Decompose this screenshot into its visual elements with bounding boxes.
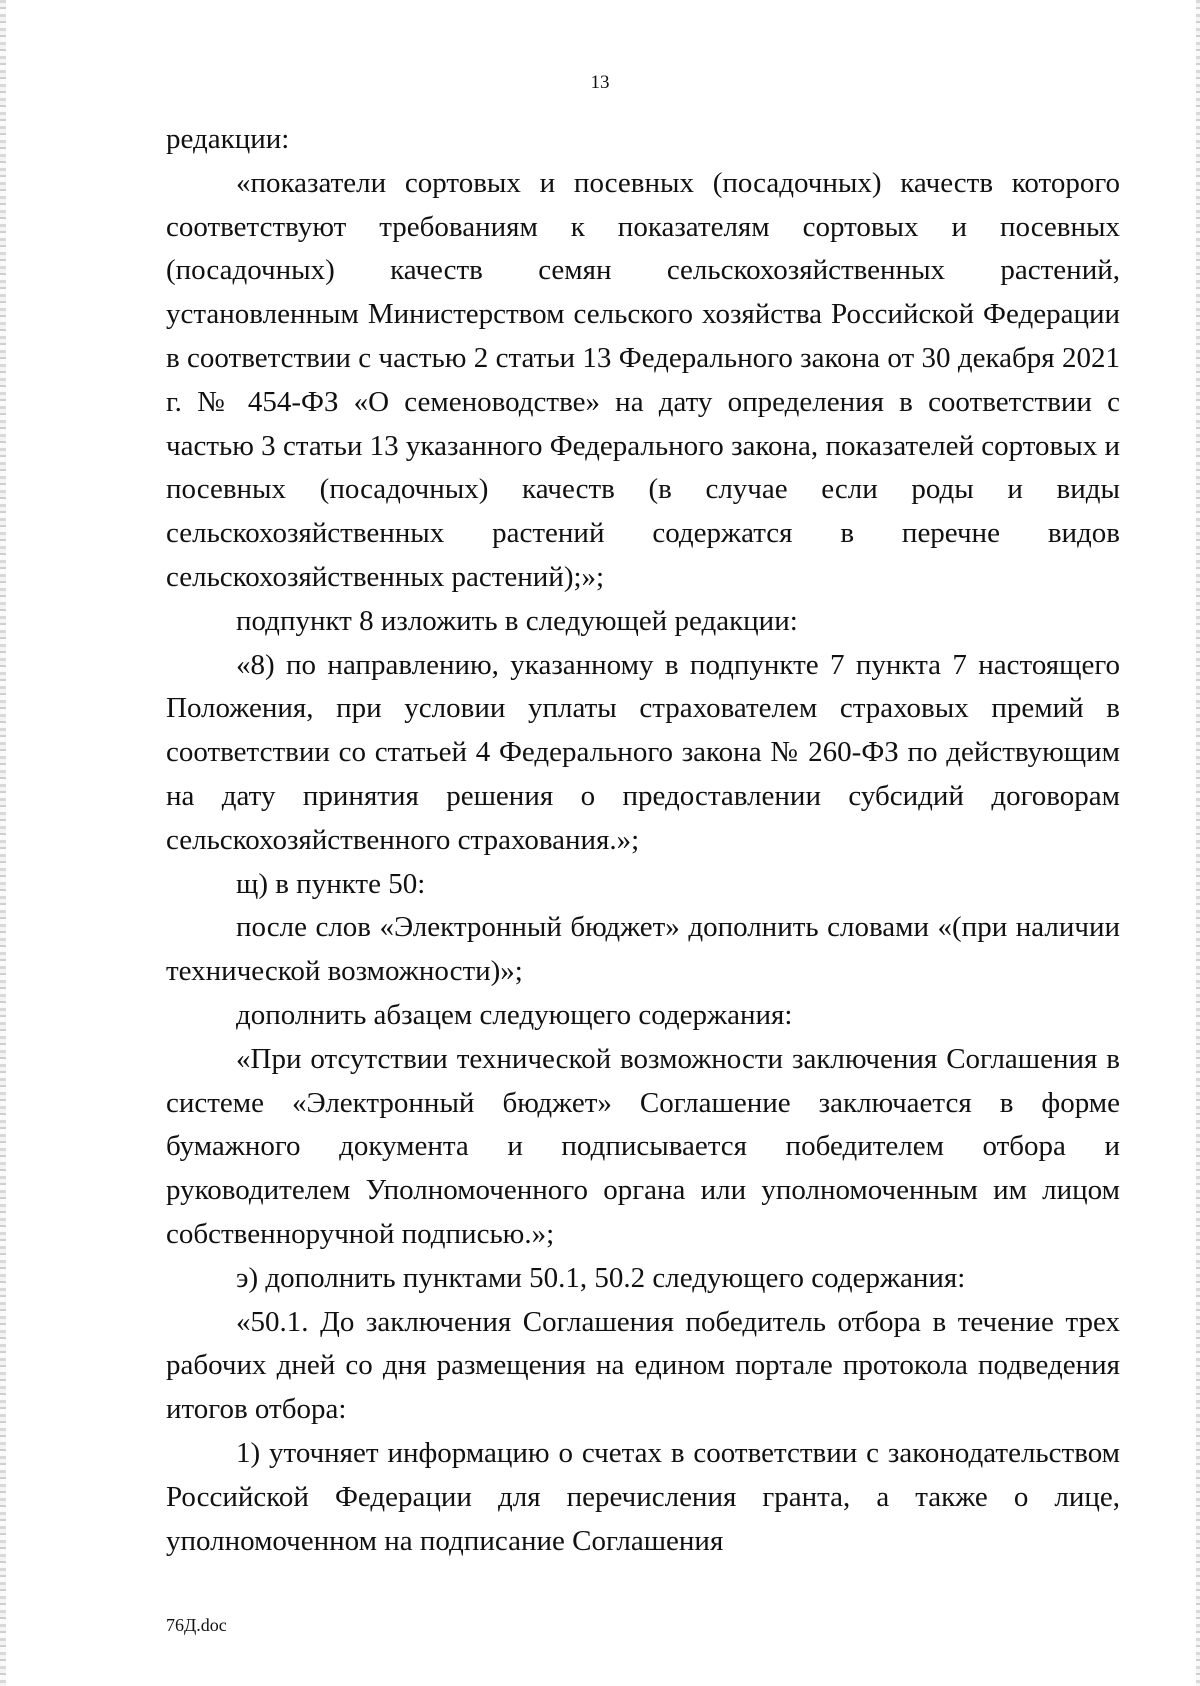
paragraph-continuation: редакции:	[166, 123, 290, 155]
paragraph-subitem-1: 1) уточняет информацию о счетах в соответствии с законодательством Российской Федерации для перечисления гранта, а также о лице, уполномоченном на подписание Соглашения	[166, 1436, 1120, 1557]
scan-edge-left	[0, 0, 6, 1686]
paragraph-quoted-subitem-8: «8) по направлению, указанному в подпункте 7 пункта 7 настоящего Положения, при условии уплаты страхователем страховых премий в соответствии со статьей 4 Федерального закона № 260-ФЗ по действующим на дату принятия решения о предоставлении субсидий договорам сельскохозяйственного страхования.»;	[166, 648, 1120, 856]
paragraph-item-e: э) дополнить пунктами 50.1, 50.2 следующего содержания:	[236, 1261, 966, 1294]
scan-edge-right	[1196, 0, 1200, 1686]
document-body	[166, 118, 1120, 1563]
paragraph-instruction: после слов «Электронный бюджет» дополнить словами «(при наличии технической возможности)»;	[166, 911, 1120, 988]
paragraph-instruction: подпункт 8 изложить в следующей редакции:	[236, 604, 798, 637]
page-number: 13	[590, 72, 610, 93]
paragraph-item-shch: щ) в пункте 50:	[236, 867, 426, 900]
footer-file-name: 76Д.doc	[166, 1615, 227, 1635]
paragraph-quoted-50-1: «50.1. До заключения Соглашения победитель отбора в течение трех рабочих дней со дня размещения на едином портале протокола подведения итогов отбора:	[166, 1305, 1120, 1426]
paragraph-quoted-amendment: «показатели сортовых и посевных (посадочных) качеств которого соответствуют требованиям к показателям сортовых и посевных (посадочных) качеств семян сельскохозяйственных растений, установленным Министерством сельского хозяйства Российской Федерации в соответствии с частью 2 статьи 13 Федерального закона от 30 декабря 2021 г. № 454-ФЗ «О семеноводстве» на дату определения в соответствии с частью 3 статьи 13 указанного Федерального закона, показателей сортовых и посевных (посадочных) качеств (в случае если роды и виды сельскохозяйственных растений содержатся в перечне видов сельскохозяйственных растений);»;	[166, 166, 1120, 593]
paragraph-instruction: дополнить абзацем следующего содержания:	[236, 998, 793, 1031]
paragraph-quoted-addition: «При отсутствии технической возможности заключения Соглашения в системе «Электронный бюджет» Соглашение заключается в форме бумажного документа и подписывается победителем отбора и руководителем Уполномоченного органа или уполномоченным им лицом собственноручной подписью.»;	[166, 1042, 1120, 1250]
